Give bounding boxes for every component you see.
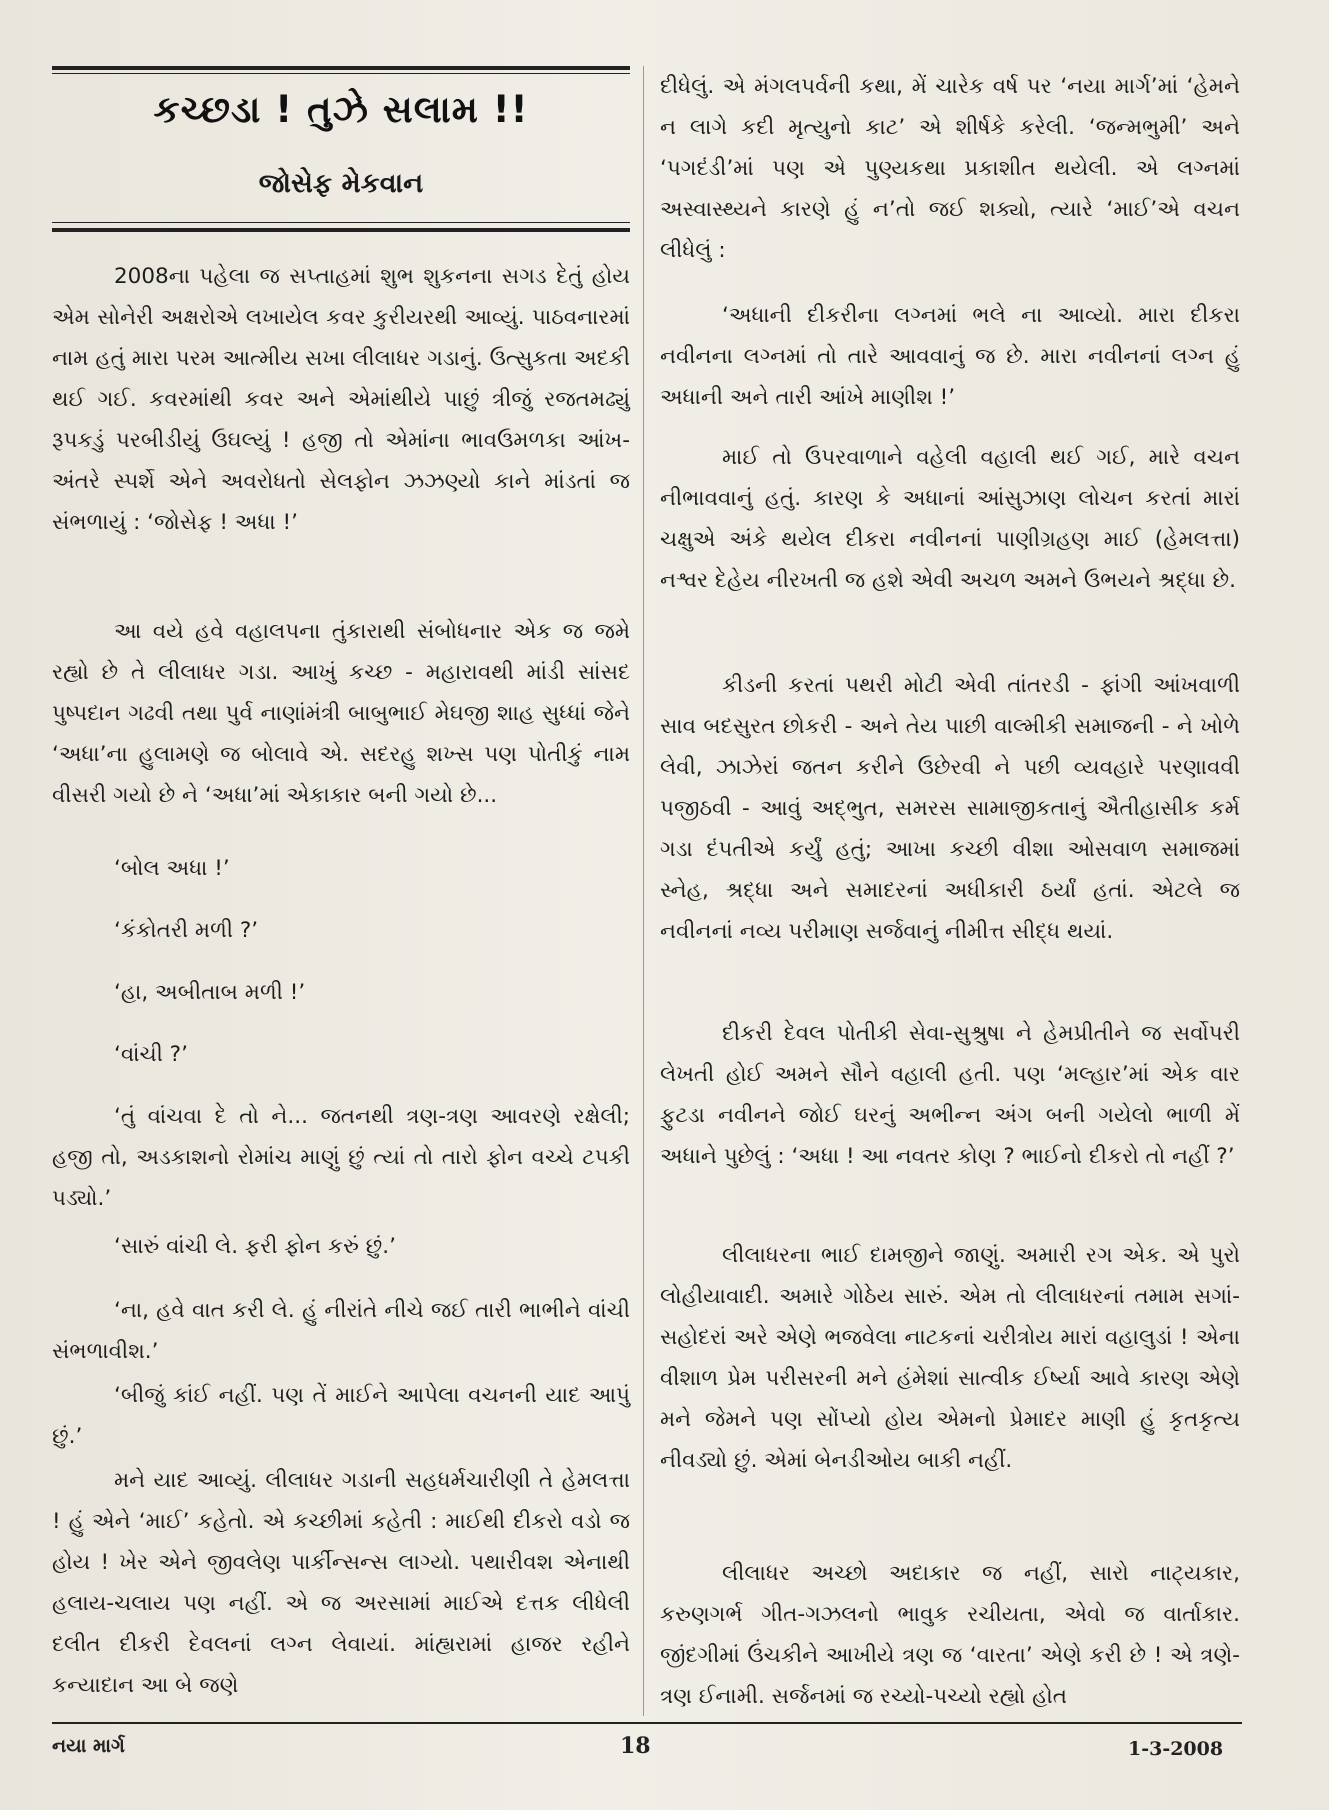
right-paragraph-5: દીકરી દેવલ પોતીકી સેવા-સુશ્રુષા ને હેમપ્રીતીને જ સર્વોપરી લેખતી હોઈ અમને સૌને વહાલી હતી. પણ ‘મલ્હાર’માં એક વાર ફુટડા નવીનને જોઈ ઘરનું અભીન્ન અંગ બની ગયેલો ભાળી મેં અધાને પુછેલું : ‘અધા ! આ નવતર કોણ ? ભાઈનો દીકરો તો નહીં ?’ [660, 1021, 1240, 1169]
right-paragraph-3: માઈ તો ઉપરવાળાને વહેલી વહાલી થઈ ગઈ, મારે વચન નીભાવવાનું હતું. કારણ કે અધાનાં આંસુઝાણ લોચન કરતાં મારાં ચક્ષુએ અંકે થયેલ દીકરા નવીનનાં પાણીગ્રહણ માઈ (હેમલત્તા) નશ્વર દેહેય નીરખતી જ હશે એવી અચળ અમને ઉભયને શ્રદ્ધા છે. [660, 445, 1240, 593]
footer-page-number: 18 [620, 1733, 651, 1759]
left-dialogue-2: ‘કંકોતરી મળી ?’ [114, 918, 259, 943]
title-top-rule-thin [52, 73, 630, 74]
left-dialogue-8: ‘બીજું કાંઈ નહીં. પણ તેં માઈને આપેલા વચનની યાદ આપું છું.’ [52, 1383, 630, 1449]
title-bottom-rule [52, 228, 630, 232]
right-paragraph-2: ‘અધાની દીકરીના લગ્નમાં ભલે ના આવ્યો. મારા દીકરા નવીનના લગ્નમાં તો તારે આવવાનું જ છે. મારા નવીનનાં લગ્ન હું અધાની અને તારી આંખે માણીશ !’ [660, 303, 1240, 410]
column-divider [643, 66, 644, 1716]
left-paragraph-3: મને યાદ આવ્યું. લીલાધર ગડાની સહધર્મચારીણી તે હેમલત્તા ! હું એને ‘માઈ’ કહેતો. એ કચ્છીમાં કહેતી : માઈથી દીકરો વડો જ હોય ! ખેર એને જીવલેણ પાર્કીન્સન્સ લાગ્યો. પથારીવશ એનાથી હલાય-ચલાય પણ નહીં. એ જ અરસામાં માઈએ દત્તક લીધેલી દલીત દીકરી દેવલનાં લગ્ન લેવાયાં. માંહ્યરામાં હાજર રહીને કન્યાદાન આ બે જણે [52, 1468, 630, 1698]
footer-magazine-name: નયા માર્ગ [52, 1735, 125, 1757]
left-dialogue-1: ‘બોલ અધા !’ [114, 856, 230, 881]
footer-rule [52, 1722, 1242, 1724]
footer-date: 1-3-2008 [1128, 1738, 1224, 1760]
article-title: કચ્છડા ! તુઝે સલામ !! [153, 88, 529, 131]
left-paragraph-1: 2008ના પહેલા જ સપ્તાહમાં શુભ શુકનના સગડ દેતું હોય એમ સોનેરી અક્ષરોએ લખાયેલ કવર કુરીયરથી આવ્યું. પાઠવનારમાં નામ હતું મારા પરમ આત્મીય સખા લીલાધર ગડાનું. ઉત્સુકતા અદકી થઈ ગઈ. કવરમાંથી કવર અને એમાંથીયે પાછું ત્રીજું રજતમઢ્યું રૂપકડું પરબીડીયું ઉઘલ્યું ! હજી તો એમાંના ભાવઉમળકા આંખ-અંતરે સ્પર્શે એને અવરોધતો સેલફોન ઝઝણ્યો કાને માંડતાં જ સંભળાયું : ‘જોસેફ ! અધા !’ [52, 264, 630, 535]
right-paragraph-1: દીધેલું. એ મંગલપર્વની કથા, મેં ચારેક વર્ષ પર ‘નયા માર્ગ’માં ‘હેમને ન લાગે કદી મૃત્યુનો કાટ’ એ શીર્ષકે કરેલી. ‘જન્મભુમી’ અને ‘પગદંડી’માં પણ એ પુણ્યકથા પ્રકાશીત થયેલી. એ લગ્નમાં અસ્વાસ્થ્યને કારણે હું ન’તો જઈ શક્યો, ત્યારે ‘માઈ’એ વચન લીધેલું : [660, 74, 1240, 263]
left-dialogue-5: ‘તું વાંચવા દે તો ને... જતનથી ત્રણ-ત્રણ આવરણે રક્ષેલી; હજી તો, અડકાશનો રોમાંચ માણું છું ત્યાં તો તારો ફોન વચ્ચે ટપકી પડ્યો.’ [52, 1104, 630, 1211]
left-dialogue-7: ‘ના, હવે વાત કરી લે. હું નીરાંતે નીચે જઈ તારી ભાભીને વાંચી સંભળાવીશ.’ [52, 1298, 630, 1364]
right-paragraph-6: લીલાધરના ભાઈ દામજીને જાણું. અમારી રગ એક. એ પુરો લોહીયાવાદી. અમારે ગોઠેય સારું. એમ તો લીલાધરનાં તમામ સગાં-સહોદરાં અરે એણે ભજવેલા નાટકનાં ચરીત્રોય મારાં વહાલુડાં ! એના વીશાળ પ્રેમ પરીસરની મને હંમેશાં સાત્વીક ઈર્ષ્યા આવે કારણ એણે મને જેમને પણ સોંપ્યો હોય એમનો પ્રેમાદર માણી હું કૃતકૃત્ય નીવડ્યો છું. એમાં બેનડીઓય બાકી નહીં. [660, 1243, 1240, 1473]
left-dialogue-6: ‘સારું વાંચી લે. ફરી ફોન કરું છું.’ [114, 1234, 396, 1259]
right-paragraph-7: લીલાધર અચ્છો અદાકાર જ નહીં, સારો નાટ્યકાર, કરુણગર્ભ ગીત-ગઝલનો ભાવુક રચીયતા, એવો જ વાર્તાકાર. જીંદગીમાં ઉંચકીને આખીયે ત્રણ જ ‘વારતા’ એણે કરી છે ! એ ત્રણે-ત્રણ ઈનામી. સર્જનમાં જ રચ્યો-પચ્યો રહ્યો હોત [660, 1561, 1240, 1709]
left-paragraph-2: આ વયે હવે વહાલપના તુંકારાથી સંબોધનાર એક જ જમે રહ્યો છે તે લીલાધર ગડા. આખું કચ્છ - મહારાવથી માંડી સાંસદ પુષ્પદાન ગઢવી તથા પુર્વ નાણાંમંત્રી બાબુભાઈ મેઘજી શાહ સુધ્ધાં જેને ‘અધા’ના હુલામણે જ બોલાવે એ. સદરહુ શખ્સ પણ પોતીકું નામ વીસરી ગયો છે ને ‘અધા’માં એકાકાર બની ગયો છે... [52, 619, 630, 808]
article-author: જોસેફ મેકવાન [258, 168, 424, 199]
title-top-rule [52, 66, 630, 70]
right-paragraph-4: કીડની કરતાં પથરી મોટી એવી તાંતરડી - ફાંગી આંખવાળી સાવ બદસુરત છોકરી - અને તેય પાછી વાલ્મીકી સમાજની - ને ખોળે લેવી, ઝાઝેરાં જતન કરીને ઉછેરવી ને પછી વ્યવહારે પરણાવવી પજીઠવી - આવું અદ્ભુત, સમરસ સામાજીકતાનું ઐતીહાસીક કર્મ ગડા દંપતીએ કર્યું હતું; આખા કચ્છી વીશા ઓસવાળ સમાજમાં સ્નેહ, શ્રદ્ધા અને સમાદરનાં અધીકારી ઠર્યાં હતાં. એટલે જ નવીનનાં નવ્ય પરીમાણ સર્જવાનું નીમીત્ત સીદ્ધ થયાં. [660, 673, 1240, 944]
left-dialogue-3: ‘હા, અબીતાબ મળી !’ [114, 980, 306, 1005]
left-dialogue-4: ‘વાંચી ?’ [114, 1042, 188, 1067]
title-bottom-rule-thin [52, 222, 630, 223]
